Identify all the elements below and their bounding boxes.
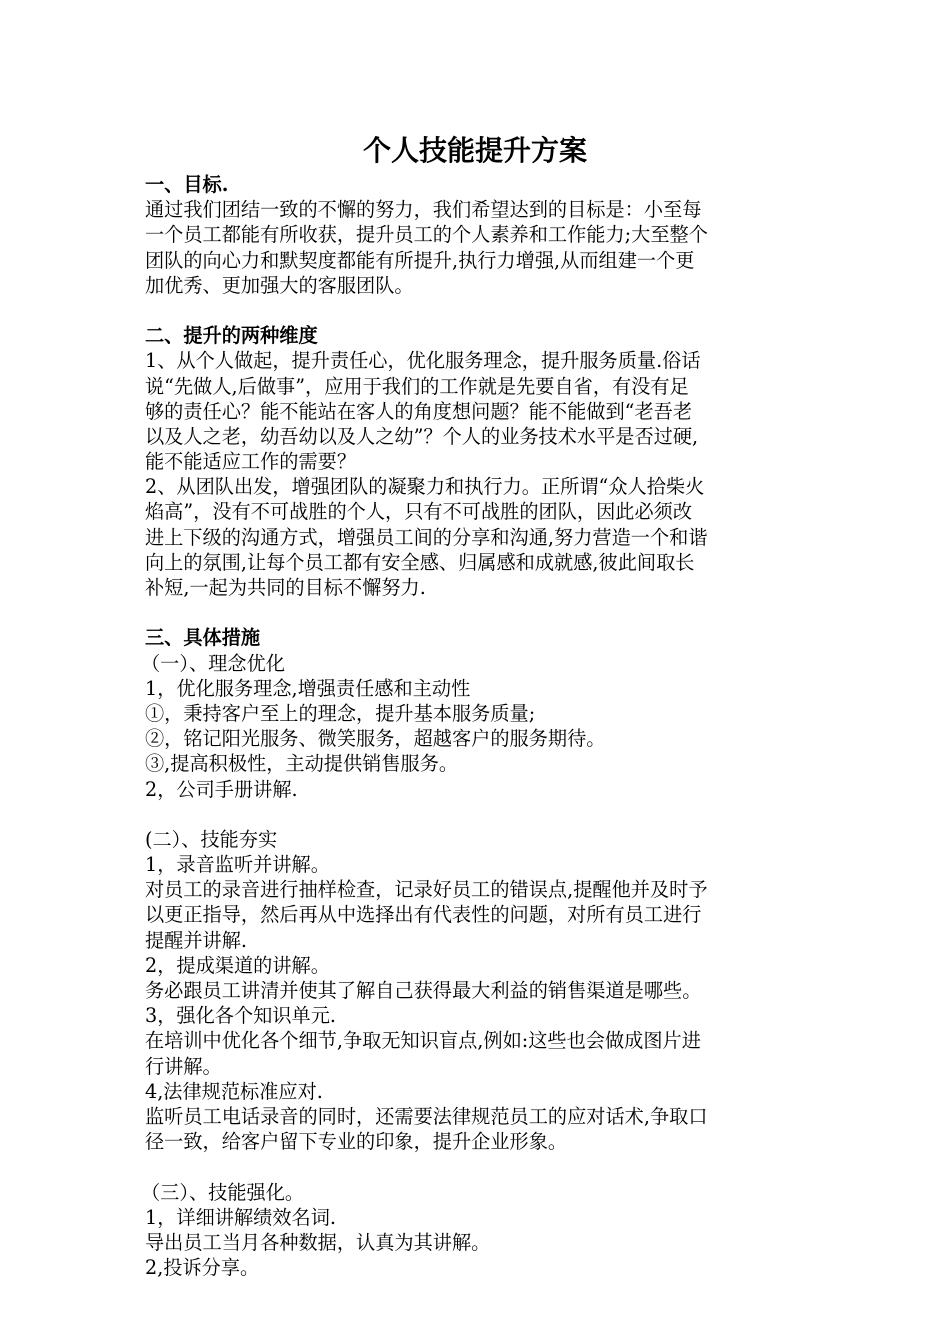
paragraph-line: 导出员工当月各种数据，认真为其讲解。 [145,1230,491,1254]
paragraph-line: 径一致，给客户留下专业的印象，提升企业形象。 [145,1130,568,1154]
paragraph-line: 一个员工都能有所收获，提升员工的个人素养和工作能力;大至整个 [145,223,708,247]
paragraph-line: ②，铭记阳光服务、微笑服务，超越客户的服务期待。 [145,727,606,751]
paragraph-line: 务必跟员工讲清并使其了解自己获得最大利益的销售渠道是哪些。 [145,979,702,1002]
paragraph-line: ①，秉持客户至上的理念，提升基本服务质量; [145,701,536,725]
paragraph-line: 4,法律规范标准应对. [145,1079,323,1103]
paragraph-line: 够的责任心？能不能站在客人的角度想问题？能不能做到“老吾老 [145,399,693,423]
paragraph-line: 以更正指导，然后再从中选择出有代表性的问题，对所有员工进行 [145,903,702,927]
blank-line [145,1154,805,1179]
document-title: 个人技能提升方案 [362,134,587,167]
paragraph-line: 焰高”，没有不可战胜的个人，只有不可战胜的团队，因此必须改 [145,500,693,524]
paragraph-line: 行讲解。 [145,1054,222,1078]
paragraph-line: 通过我们团结一致的不懈的努力，我们希望达到的目标是：小至每 [145,198,702,222]
paragraph-line: 1，优化服务理念,增强责任感和主动性 [145,676,471,700]
blank-line [145,802,805,827]
blank-line [145,600,805,625]
paragraph-line: 进上下级的沟通方式，增强员工间的分享和沟通,努力营造一个和谐 [145,525,708,549]
blank-line [145,298,805,323]
paragraph-line: 向上的氛围,让每个员工都有安全感、归属感和成就感,彼此间取长 [145,550,695,574]
paragraph-line: 提醒并讲解. [145,928,248,952]
paragraph-line: 2,投诉分享。 [145,1256,260,1280]
paragraph-line: 2，提成渠道的讲解。 [145,953,330,977]
subsection-heading: （一）、理念优化 [141,651,285,675]
section-heading: 一、目标. [145,173,229,196]
paragraph-line: 团队的向心力和默契度都能有所提升,执行力增强,从而组建一个更 [145,248,695,272]
paragraph-line: 1、从个人做起，提升责任心，优化服务理念，提升服务质量.俗话 [145,349,701,373]
paragraph-line: 2，公司手册讲解. [145,777,298,801]
paragraph-line: 说“先做人,后做事”，应用于我们的工作就是先要自省，有没有足 [145,374,689,398]
paragraph-line: 3，强化各个知识单元. [145,1004,336,1028]
paragraph-line: 2、从团队出发，增强团队的凝聚力和执行力。正所谓“众人拾柴火 [145,475,705,499]
paragraph-line: 在培训中优化各个细节,争取无知识盲点,例如:这些也会做成图片进 [145,1029,701,1053]
section-heading: 二、提升的两种维度 [145,324,318,348]
paragraph-line: 1，详细讲解绩效名词. [145,1205,336,1229]
paragraph-line: 对员工的录音进行抽样检查，记录好员工的错误点,提醒他并及时予 [145,878,708,902]
paragraph-line: ③,提高积极性，主动提供销售服务。 [145,752,459,776]
paragraph-line: (二）、技能夯实 [145,827,278,851]
paragraph-line: 监听员工电话录音的同时，还需要法律规范员工的应对话术,争取口 [145,1104,708,1128]
paragraph-line: 补短,一起为共同的目标不懈努力. [145,576,426,599]
paragraph-line: 能不能适应工作的需要？ [145,450,357,474]
document-body [141,172,805,1280]
paragraph-line: 以及人之老，幼吾幼以及人之幼”？个人的业务技术水平是否过硬, [145,424,699,448]
paragraph-line: 加优秀、更加强大的客服团队。 [145,273,414,297]
subsection-heading: （三）、技能强化。 [141,1180,305,1204]
section-heading: 三、具体措施 [145,626,261,650]
paragraph-line: 1，录音监听并讲解。 [145,853,330,877]
